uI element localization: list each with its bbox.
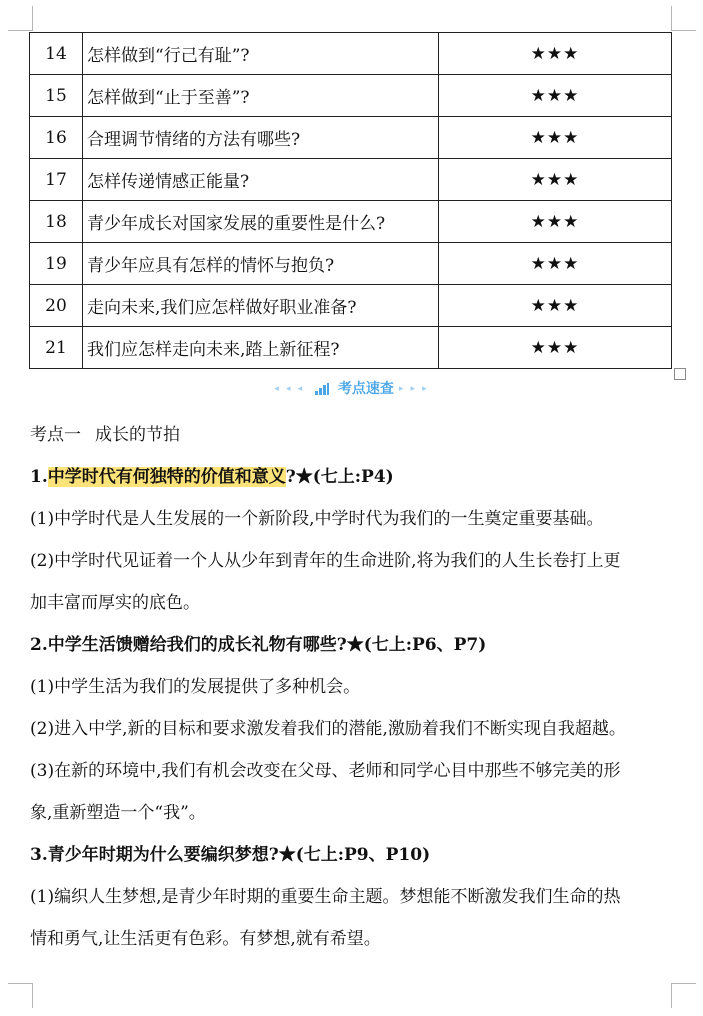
question-1-answer-line: (2)中学时代见证着一个人从少年到青年的生命进阶,将为我们的人生长卷打上更 (30, 551, 621, 571)
row-stars-cell: ★★★ (439, 159, 672, 201)
question-2-answer-line: (1)中学生活为我们的发展提供了多种机会。 (30, 677, 361, 697)
row-stars-cell: ★★★ (439, 201, 672, 243)
kaodian-title: 成长的节拍 (95, 425, 180, 445)
row-number-cell: 20 (30, 285, 83, 327)
crop-mark-bottom-right (671, 983, 696, 1008)
row-stars-cell: ★★★ (439, 33, 672, 75)
crop-mark-bottom-left (8, 983, 33, 1008)
table-row (30, 201, 672, 243)
question-3-heading: 3.青少年时期为什么要编织梦想?★(七上:P9、P10) (30, 845, 431, 865)
question-1-tail: ?★(七上:P4) (285, 467, 394, 487)
row-number-cell: 17 (30, 159, 83, 201)
crop-mark-top-right (671, 6, 696, 31)
kaodian-heading (30, 414, 675, 456)
question-1-highlight: 中学时代有何独特的价值和意义 (47, 467, 286, 487)
row-number-cell: 14 (30, 33, 83, 75)
row-question-cell: 怎样做到“行己有耻”? (83, 33, 439, 75)
bar-chart-icon (315, 383, 329, 395)
row-stars-cell: ★★★ (439, 327, 672, 369)
question-table (29, 32, 672, 369)
row-number-cell: 16 (30, 117, 83, 159)
row-question-cell: 我们应怎样走向未来,踏上新征程? (83, 327, 439, 369)
kaodian-label: 考点一 (30, 425, 81, 445)
question-1-heading (30, 456, 675, 498)
question-2-answer-line: (3)在新的环境中,我们有机会改变在父母、老师和同学心目中那些不够完美的形 (30, 761, 621, 781)
crop-mark-top-left (8, 6, 33, 31)
section-banner (0, 378, 703, 400)
row-stars-cell: ★★★ (439, 243, 672, 285)
row-question-cell: 走向未来,我们应怎样做好职业准备? (83, 285, 439, 327)
table-row (30, 285, 672, 327)
table-row (30, 117, 672, 159)
row-question-cell: 青少年成长对国家发展的重要性是什么? (83, 201, 439, 243)
row-stars-cell: ★★★ (439, 75, 672, 117)
question-1-answer-line: 加丰富而厚实的底色。 (30, 593, 200, 613)
table-row (30, 327, 672, 369)
banner-right-decoration: ▸ ▸ ▸ (398, 384, 429, 394)
question-2-answer-line: (2)进入中学,新的目标和要求激发着我们的潜能,激励着我们不断实现自我超越。 (30, 719, 626, 739)
row-number-cell: 19 (30, 243, 83, 285)
row-number-cell: 18 (30, 201, 83, 243)
question-2-heading: 2.中学生活馈赠给我们的成长礼物有哪些?★(七上:P6、P7) (30, 635, 487, 655)
table-row (30, 33, 672, 75)
banner-left-decoration: ◂ ◂ ◂ (274, 384, 305, 394)
question-1-number: 1. (30, 467, 48, 487)
row-question-cell: 怎样做到“止于至善”? (83, 75, 439, 117)
table-row (30, 243, 672, 285)
row-stars-cell: ★★★ (439, 285, 672, 327)
question-3-answer-line: (1)编织人生梦想,是青少年时期的重要生命主题。梦想能不断激发我们生命的热 (30, 887, 621, 907)
row-question-cell: 合理调节情绪的方法有哪些? (83, 117, 439, 159)
question-table-body (30, 33, 672, 369)
question-1-answer-line: (1)中学时代是人生发展的一个新阶段,中学时代为我们的一生奠定重要基础。 (30, 509, 604, 529)
row-number-cell: 15 (30, 75, 83, 117)
row-number-cell: 21 (30, 327, 83, 369)
question-3-answer-line: 情和勇气,让生活更有色彩。有梦想,就有希望。 (30, 929, 381, 949)
row-question-cell: 怎样传递情感正能量? (83, 159, 439, 201)
table-row (30, 75, 672, 117)
table-row (30, 159, 672, 201)
row-question-cell: 青少年应具有怎样的情怀与抱负? (83, 243, 439, 285)
document-body (30, 414, 675, 960)
section-banner-title: 考点速查 (337, 381, 394, 397)
question-2-answer-line: 象,重新塑造一个“我”。 (30, 803, 206, 823)
row-stars-cell: ★★★ (439, 117, 672, 159)
